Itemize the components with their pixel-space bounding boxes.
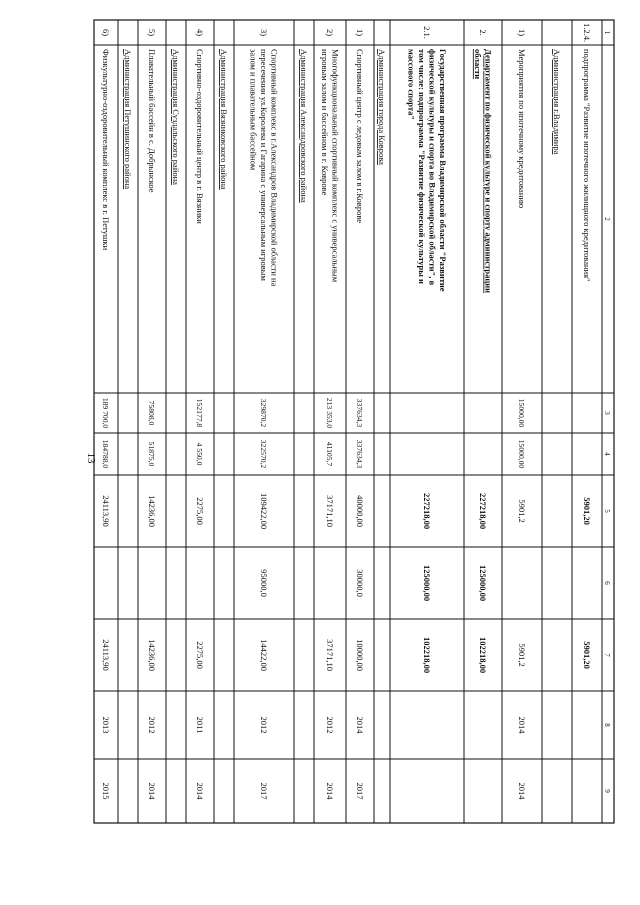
cell-value: 109422,00 bbox=[259, 492, 269, 530]
cell-value: 2275,00 bbox=[195, 641, 205, 669]
cell-value: 2013 bbox=[101, 716, 111, 734]
cell-value: 30000,0 bbox=[355, 569, 365, 597]
cell-value: 2012 bbox=[259, 716, 269, 734]
cell-value: 5901,20 bbox=[582, 497, 592, 525]
cell-value: 2015 bbox=[101, 782, 111, 800]
row-name: залом и плавательным бассейном bbox=[248, 49, 259, 171]
column-number: 2 bbox=[603, 217, 611, 221]
page-number: 13 bbox=[85, 452, 97, 464]
cell-value: 102218,00 bbox=[422, 636, 432, 674]
row-name: области bbox=[472, 49, 483, 80]
cell-value: 5901,2 bbox=[517, 643, 527, 667]
row-name: Мероприятия по ипотечному кредитованию bbox=[517, 49, 527, 209]
cell-value: 125000,00 bbox=[478, 564, 488, 602]
row-name: пересечении ул.Королева и Гагарина с универсальным игровым bbox=[259, 49, 269, 281]
row-name: Государственная программа Владимирской области "Развитие bbox=[437, 49, 448, 292]
cell-value: 322570,2 bbox=[259, 439, 268, 469]
cell-value: 337634,3 bbox=[355, 398, 364, 428]
cell-value: 184788,0 bbox=[101, 439, 110, 469]
row-name: Спортивно-оздоровительный центр в г. Вязники bbox=[195, 49, 205, 224]
cell-value: 10000,00 bbox=[355, 639, 365, 671]
column-number: 1 bbox=[603, 30, 611, 35]
cell-value: 15000,00 bbox=[517, 439, 526, 469]
cell-value: 24113,90 bbox=[101, 495, 111, 527]
row-name: Администрация Александровского района bbox=[299, 49, 309, 203]
column-number: 5 bbox=[603, 509, 611, 513]
cell-value: 4 550,0 bbox=[195, 442, 204, 466]
cell-value: 51875,0 bbox=[147, 441, 156, 467]
cell-value: 15000,00 bbox=[517, 398, 526, 428]
cell-value: 2014 bbox=[147, 782, 157, 800]
cell-value: 5901,2 bbox=[517, 499, 527, 523]
cell-value: 14422,00 bbox=[259, 639, 269, 671]
cell-value: 2014 bbox=[517, 716, 527, 734]
row-number: 2. bbox=[478, 29, 488, 36]
cell-value: 102218,00 bbox=[478, 636, 488, 674]
cell-value: 329870,2 bbox=[259, 398, 268, 428]
row-number: 1) bbox=[517, 28, 527, 37]
row-name: том числе: подпрограмма "Развитие физической культуры и bbox=[416, 49, 427, 284]
row-name: Спортивный центр с ледовым залом в г.Коврове bbox=[355, 49, 365, 224]
cell-value: 75808,0 bbox=[147, 400, 156, 426]
cell-value: 37171,10 bbox=[325, 639, 335, 671]
row-number: 3) bbox=[259, 28, 269, 37]
cell-value: 2275,00 bbox=[195, 497, 205, 525]
cell-value: 227218,00 bbox=[422, 492, 432, 530]
row-name: подпрограмма "Развитие ипотечного жилищного кредитования" bbox=[582, 49, 592, 282]
row-number: 1) bbox=[355, 28, 365, 37]
row-name: Администрация Петушинского района bbox=[123, 49, 133, 190]
row-name: Администрация Суздальского района bbox=[171, 49, 181, 185]
cell-value: 2017 bbox=[355, 782, 365, 800]
cell-value: 40000,00 bbox=[355, 495, 365, 527]
cell-value: 213 353,0 bbox=[325, 397, 334, 429]
row-name: Спортивный комплекс в г.Александров Владимирской области на bbox=[269, 49, 280, 287]
row-name: Многофункциональный спортивный комплекс с универсальным bbox=[330, 49, 341, 283]
cell-value: 2014 bbox=[355, 716, 365, 734]
column-number: 4 bbox=[603, 452, 611, 456]
cell-value: 95000,0 bbox=[259, 569, 269, 597]
cell-value: 14236,00 bbox=[147, 639, 157, 671]
cell-value: 5901,20 bbox=[582, 641, 592, 669]
row-number: 5) bbox=[147, 28, 157, 37]
row-name: массового спорта" bbox=[406, 49, 417, 121]
cell-value: 24113,90 bbox=[101, 639, 111, 671]
cell-value: 189 700,0 bbox=[101, 397, 110, 429]
cell-value: 227218,00 bbox=[478, 492, 488, 530]
row-name: Департамент по физической культуре и спорту администрации bbox=[483, 49, 494, 294]
row-name: Плавательный бассейн в с. Добрынское bbox=[147, 49, 157, 193]
column-number: 8 bbox=[603, 723, 611, 727]
row-number: 1.2.4. bbox=[582, 22, 592, 43]
row-name: Администрация г.Владимира bbox=[552, 49, 562, 155]
cell-value: 2014 bbox=[325, 782, 335, 800]
row-number: 2) bbox=[325, 28, 335, 37]
cell-value: 37171,10 bbox=[325, 495, 335, 527]
cell-value: 2012 bbox=[325, 716, 335, 734]
row-number: 2.1. bbox=[422, 26, 432, 39]
cell-value: 2017 bbox=[259, 782, 269, 800]
cell-value: 2014 bbox=[195, 782, 205, 800]
cell-value: 152177,8 bbox=[195, 398, 204, 428]
row-name: Администрация Вязниковского района bbox=[219, 49, 229, 190]
cell-value: 14236,00 bbox=[147, 495, 157, 527]
column-number: 9 bbox=[603, 789, 611, 793]
row-name: игровым залом и бассейном в г. Коврове bbox=[319, 49, 330, 196]
column-number: 6 bbox=[603, 581, 611, 585]
column-number: 3 bbox=[603, 411, 611, 415]
row-name: физической культуры и спорта во Владимирской области", в bbox=[427, 49, 438, 286]
cell-value: 125000,00 bbox=[422, 564, 432, 602]
row-number: 6) bbox=[101, 28, 111, 37]
row-number: 4) bbox=[195, 28, 205, 37]
cell-value: 41105,7 bbox=[325, 441, 334, 467]
column-number: 7 bbox=[603, 653, 611, 657]
row-name: Администрация города Коврова bbox=[377, 49, 387, 165]
cell-value: 2012 bbox=[147, 716, 157, 734]
row-name: Физкультурно-оздоровительный комплекс в г. Петушки bbox=[101, 49, 111, 251]
cell-value: 337634,3 bbox=[355, 439, 364, 469]
cell-value: 2014 bbox=[517, 782, 527, 800]
cell-value: 2011 bbox=[195, 716, 205, 734]
